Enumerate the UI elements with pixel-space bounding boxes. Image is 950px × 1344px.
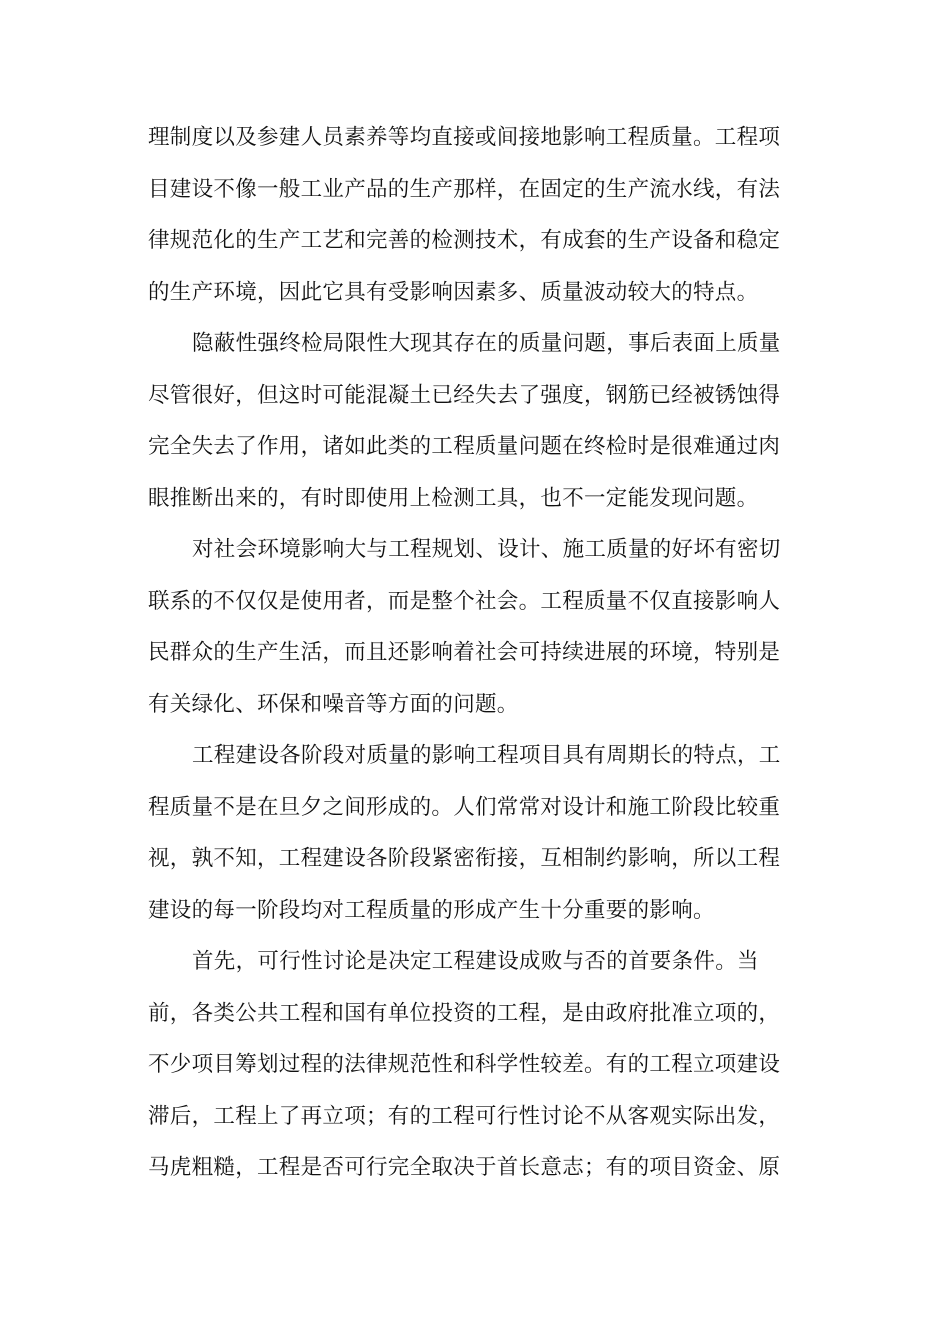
text-line: 滞后，工程上了再立项；有的工程可行性讨论不从客观实际出发， xyxy=(148,1103,781,1129)
text-line: 有关绿化、环保和噪音等方面的问题。 xyxy=(148,691,519,717)
text-line: 民群众的生产生活，而且还影响着社会可持续进展的环境，特别是 xyxy=(148,640,781,665)
text-line: 眼推断出来的，有时即使用上检测工具，也不一定能发现问题。 xyxy=(148,485,759,511)
text-line: 马虎粗糙，工程是否可行完全取决于首长意志；有的项目资金、原 xyxy=(148,1155,781,1180)
paragraph-concealment xyxy=(148,318,800,524)
paragraph-feasibility-study xyxy=(148,936,800,1194)
text-line: 隐蔽性强终检局限性大现其存在的质量问题，事后表面上质量 xyxy=(192,331,781,356)
document-body xyxy=(148,112,800,1194)
text-line: 建设的每一阶段均对工程质量的形成产生十分重要的影响。 xyxy=(148,897,715,923)
text-line: 首先，可行性讨论是决定工程建设成败与否的首要条件。当 xyxy=(192,949,759,974)
text-line: 律规范化的生产工艺和完善的检测技术，有成套的生产设备和稳定 xyxy=(148,228,781,253)
text-line: 目建设不像一般工业产品的生产那样，在固定的生产流水线，有法 xyxy=(148,176,781,202)
text-line: 的生产环境，因此它具有受影响因素多、质量波动较大的特点。 xyxy=(148,279,759,305)
paragraph-construction-stages xyxy=(148,730,800,936)
text-line: 尽管很好，但这时可能混凝土已经失去了强度，钢筋已经被锈蚀得 xyxy=(148,382,781,408)
text-line: 不少项目筹划过程的法律规范性和科学性较差。有的工程立项建设 xyxy=(148,1052,781,1077)
text-line: 联系的不仅仅是使用者，而是整个社会。工程质量不仅直接影响人 xyxy=(148,588,781,614)
text-line: 工程建设各阶段对质量的影响工程项目具有周期长的特点，工 xyxy=(192,743,781,768)
paragraph-quality-factors xyxy=(148,112,800,318)
text-line: 视，孰不知，工程建设各阶段紧密衔接，互相制约影响，所以工程 xyxy=(148,846,781,871)
paragraph-social-impact xyxy=(148,524,800,730)
text-line: 对社会环境影响大与工程规划、设计、施工质量的好坏有密切 xyxy=(192,537,781,562)
text-line: 程质量不是在旦夕之间形成的。人们常常对设计和施工阶段比较重 xyxy=(148,794,781,820)
text-line: 完全失去了作用，诸如此类的工程质量问题在终检时是很难通过肉 xyxy=(148,434,781,459)
text-line: 前，各类公共工程和国有单位投资的工程，是由政府批准立项的， xyxy=(148,1000,781,1026)
text-line: 理制度以及参建人员素养等均直接或间接地影响工程质量。工程项 xyxy=(148,125,781,150)
